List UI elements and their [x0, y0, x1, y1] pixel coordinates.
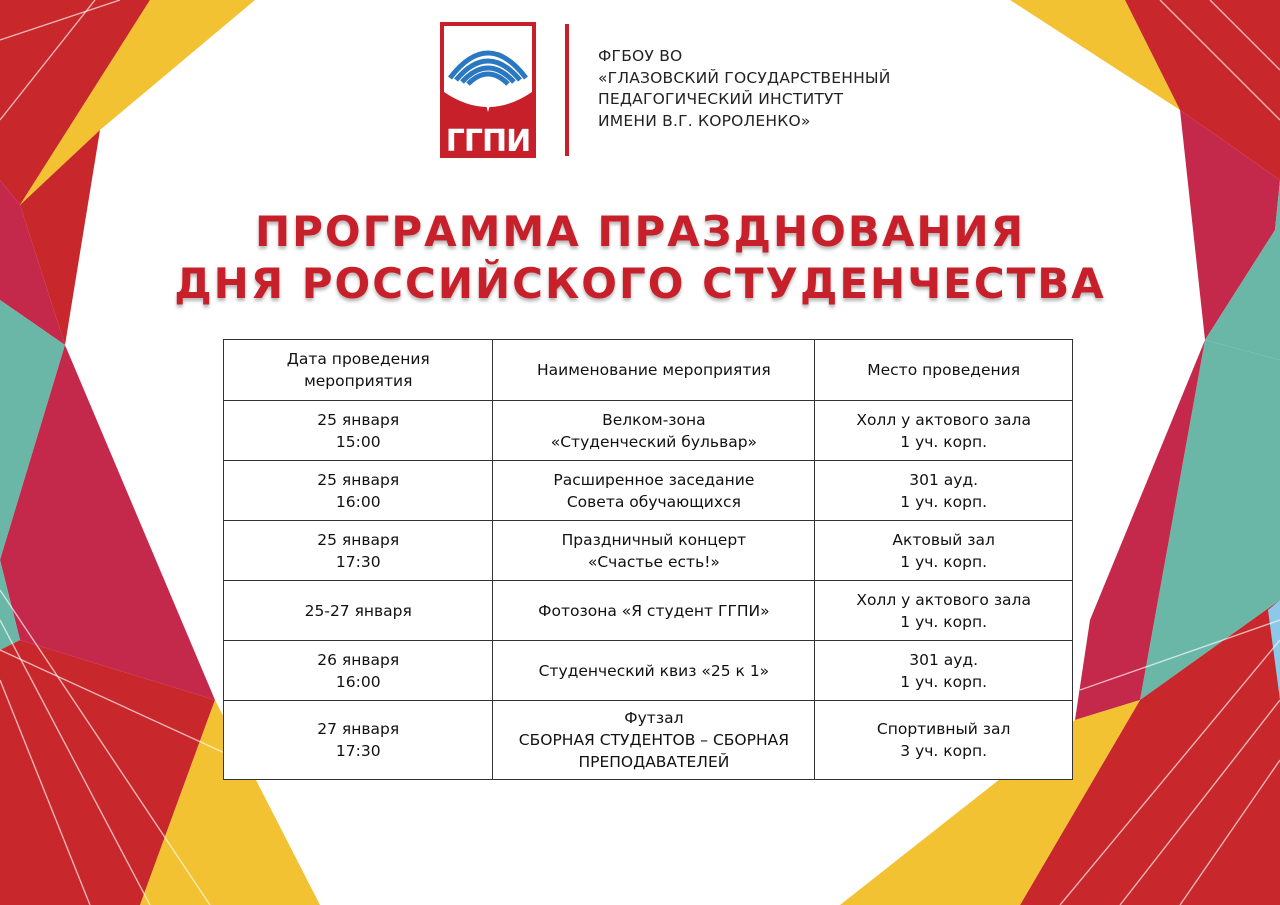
table-row: [224, 401, 1073, 461]
place-line: Спортивный зал: [876, 720, 1011, 738]
event-line: Студенческий квиз «25 к 1»: [538, 661, 770, 680]
place-line: 3 уч. корп.: [900, 742, 987, 760]
cell-date: [224, 641, 493, 701]
date-line: 25 января: [317, 410, 400, 429]
event-line: «Счастье есть!»: [587, 552, 720, 571]
header-event-line: Наименование мероприятия: [537, 361, 771, 379]
place-line: Холл у актового зала: [856, 410, 1031, 429]
time-line: 15:00: [335, 432, 381, 451]
cell-event: [493, 461, 815, 521]
event-line: ПРЕПОДАВАТЕЛЕЙ: [578, 753, 730, 771]
event-line: Расширенное заседание: [553, 470, 755, 489]
table-row: [224, 701, 1073, 780]
event-line: Праздничный концерт: [561, 530, 747, 549]
place-line: 301 ауд.: [909, 470, 979, 489]
event-line: «Студенческий бульвар»: [550, 432, 758, 451]
schedule-table: [223, 339, 1073, 780]
date-line: 27 января: [317, 720, 400, 738]
org-line: «ГЛАЗОВСКИЙ ГОСУДАРСТВЕННЫЙ: [598, 68, 891, 87]
time-line: 16:00: [335, 672, 381, 691]
cell-event: [493, 641, 815, 701]
table-row: [224, 581, 1073, 641]
cell-place: [815, 401, 1073, 461]
header-event: [493, 340, 815, 401]
place-line: 1 уч. корп.: [900, 672, 987, 691]
header-date-line: Дата проведения: [286, 350, 430, 368]
place-line: 1 уч. корп.: [900, 552, 987, 571]
date-line: 26 января: [317, 650, 400, 669]
header-date: [224, 340, 493, 401]
cell-date: [224, 701, 493, 780]
date-line: 25-27 января: [304, 601, 412, 620]
cell-place: [815, 701, 1073, 780]
cell-place: [815, 521, 1073, 581]
place-line: 301 ауд.: [909, 650, 979, 669]
cell-date: [224, 401, 493, 461]
time-line: 17:30: [335, 742, 381, 760]
table-header-row: [224, 340, 1073, 401]
table-row: [224, 461, 1073, 521]
title-line-2: ДНЯ РОССИЙСКОГО СТУДЕНЧЕСТВА: [174, 259, 1106, 308]
header-date-line: мероприятия: [304, 372, 413, 390]
org-line: ПЕДАГОГИЧЕСКИЙ ИНСТИТУТ: [598, 90, 844, 108]
page-title: [0, 206, 1280, 310]
place-line: 1 уч. корп.: [900, 432, 987, 451]
cell-place: [815, 461, 1073, 521]
date-line: 25 января: [317, 530, 400, 549]
date-line: 25 января: [317, 470, 400, 489]
time-line: 17:30: [335, 552, 381, 571]
cell-place: [815, 581, 1073, 641]
place-line: 1 уч. корп.: [900, 492, 987, 511]
org-line: ИМЕНИ В.Г. КОРОЛЕНКО»: [598, 111, 811, 130]
organization-name: [598, 46, 938, 132]
place-line: 1 уч. корп.: [900, 612, 987, 631]
cell-date: [224, 521, 493, 581]
event-line: Совета обучающихся: [566, 492, 741, 511]
header-place-line: Место проведения: [867, 361, 1021, 379]
time-line: 16:00: [335, 492, 381, 511]
event-line: СБОРНАЯ СТУДЕНТОВ – СБОРНАЯ: [518, 731, 789, 749]
table-row: [224, 521, 1073, 581]
title-line-1: ПРОГРАММА ПРАЗДНОВАНИЯ: [254, 207, 1026, 256]
logo-text: ГГПИ: [445, 124, 531, 158]
event-line: Фотозона «Я студент ГГПИ»: [538, 601, 770, 620]
cell-date: [224, 461, 493, 521]
cell-date: [224, 581, 493, 641]
cell-place: [815, 641, 1073, 701]
cell-event: [493, 401, 815, 461]
cell-event: [493, 701, 815, 780]
org-line: ФГБОУ ВО: [598, 47, 683, 65]
header-divider: [565, 24, 569, 156]
place-line: Холл у актового зала: [856, 590, 1031, 609]
cell-event: [493, 521, 815, 581]
event-line: Велком-зона: [602, 410, 706, 429]
event-line: Футзал: [624, 709, 684, 727]
cell-event: [493, 581, 815, 641]
header-place: [815, 340, 1073, 401]
university-logo-icon: [440, 22, 536, 158]
table-row: [224, 641, 1073, 701]
place-line: Актовый зал: [892, 530, 995, 549]
